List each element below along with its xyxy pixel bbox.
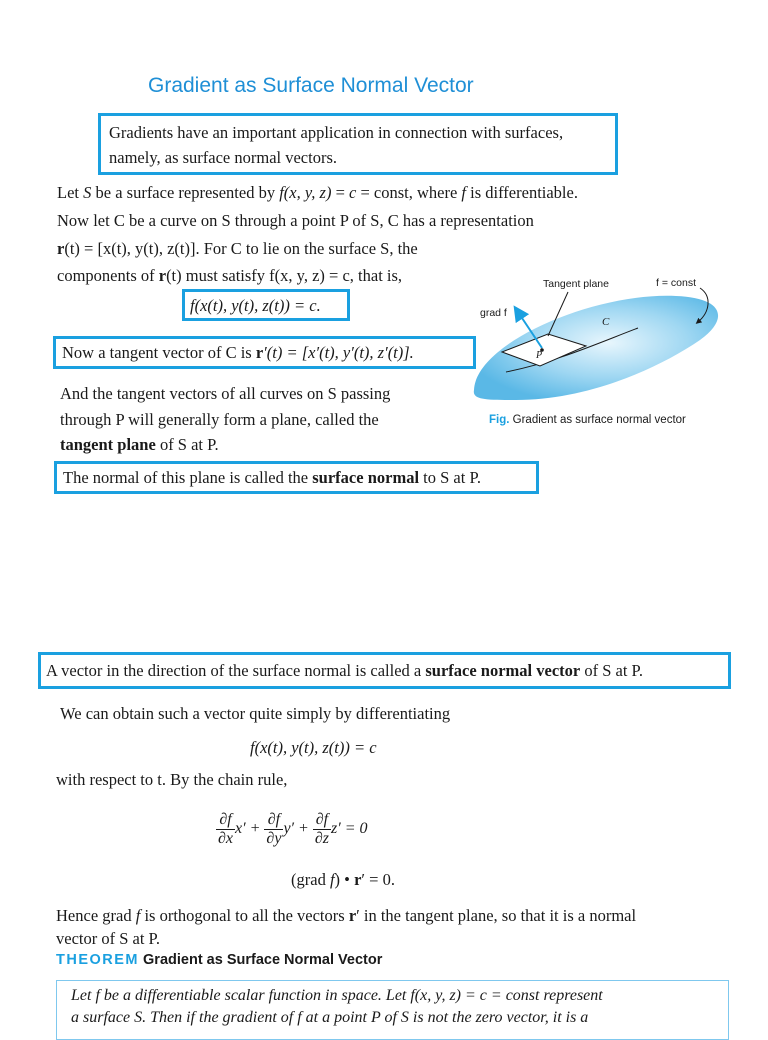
surface-normal-box: The normal of this plane is called the surface normal to S at P.: [54, 461, 539, 494]
p3-line-2: with respect to t. By the chain rule,: [56, 770, 288, 789]
p1-line-1: Let S be a surface represented by f(x, y, z) = c = const, where f is differentiable.: [57, 183, 578, 202]
chain-rule-equation: $\frac{\partial f}{\partial x}$ x′ + $\frac{\partial f}{\partial y}$ y′ + $\frac{\partial f}{\partial z}$ z′ = 0: [218, 811, 368, 847]
label-tangent-plane: Tangent plane: [543, 278, 609, 290]
intro-line-2: namely, as surface normal vectors.: [109, 148, 338, 167]
p4-line-2: vector of S at P.: [56, 929, 161, 948]
intro-box: [98, 113, 618, 175]
theorem-line-2: a surface S. Then if the gradient of f at a point P of S is not the zero vector, it is a: [71, 1009, 589, 1026]
frac-dfdz: $\frac{\partial f}{\partial z}$: [314, 811, 329, 847]
theorem-box: [56, 980, 729, 1040]
theorem-keyword: THEOREM: [56, 952, 139, 968]
surface-shape: [474, 296, 718, 400]
p2-line-3: tangent plane of S at P.: [60, 435, 219, 454]
surface-normal-vector-box: A vector in the direction of the surface normal is called a surface normal vector of S at P.: [38, 652, 731, 689]
theorem-title: Gradient as Surface Normal Vector: [139, 952, 383, 968]
p1-line-2: Now let C be a curve on S through a point P of S, C has a representation: [57, 211, 534, 230]
intro-line-1: Gradients have an important application in connection with surfaces,: [109, 123, 564, 142]
p2-line-2: through P will generally form a plane, called the: [60, 410, 379, 429]
frac-dfdy: $\frac{\partial f}{\partial y}$: [266, 811, 282, 847]
p2-line-1: And the tangent vectors of all curves on S passing: [60, 384, 391, 403]
label-grad-f: grad f: [480, 307, 507, 319]
p1-line-3: r(t) = [x(t), y(t), z(t)]. For C to lie on the surface S, the: [57, 239, 418, 258]
figure-caption: Fig. Gradient as surface normal vector: [489, 414, 686, 426]
tangent-vector-box: Now a tangent vector of C is r′(t) = [x′(t), y′(t), z′(t)].: [53, 336, 476, 369]
theorem-heading: [56, 952, 382, 968]
label-c: C: [602, 316, 610, 328]
theorem-line-1: Let f be a differentiable scalar function in space. Let f(x, y, z) = c = const represent: [71, 987, 603, 1004]
p3-line-1: We can obtain such a vector quite simply by differentiating: [60, 704, 451, 723]
label-p: P: [536, 350, 543, 361]
p1-line-4: components of r(t) must satisfy f(x, y, z) = c, that is,: [57, 266, 403, 285]
surface-figure: [466, 272, 746, 432]
page-title: Gradient as Surface Normal Vector: [148, 74, 474, 97]
frac-dfdx: $\frac{\partial f}{\partial x}$: [218, 811, 234, 847]
equation-2: f(x(t), y(t), z(t)) = c: [250, 738, 377, 757]
equation-box-1: f(x(t), y(t), z(t)) = c.: [182, 289, 350, 321]
p4-line-1: Hence grad f is orthogonal to all the vectors r′ in the tangent plane, so that it is a normal: [56, 906, 637, 925]
label-f-const: f = const: [656, 277, 696, 289]
grad-equation: (grad f) • r′ = 0.: [291, 870, 395, 889]
